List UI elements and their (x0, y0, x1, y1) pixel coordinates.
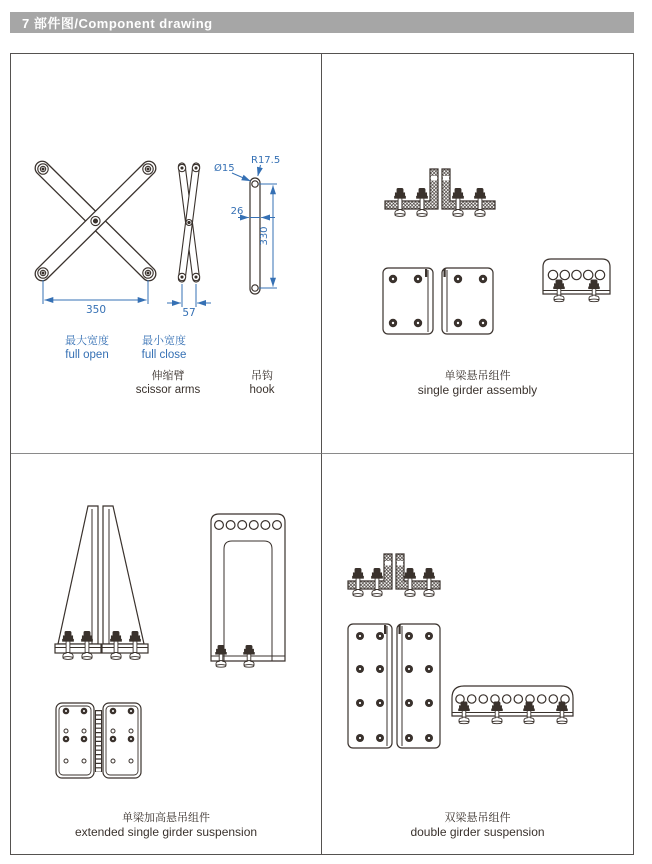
caption-double-girder-zh: 双梁悬吊组件 (444, 812, 511, 824)
dim-full-close-text: 57 (182, 307, 196, 319)
caption-double-girder (322, 812, 633, 839)
scissor-open-view (32, 158, 158, 283)
label-full-close (119, 335, 209, 362)
side-plates-view (383, 268, 493, 334)
tall-side-plates-view (348, 624, 440, 748)
caption-double-girder-en: double girder suspension (410, 825, 545, 839)
label-scissor-arms (123, 370, 213, 397)
dimension-350 (43, 280, 148, 304)
clamp-section-view-double (348, 554, 440, 596)
label-scissor-arms-en: scissor arms (135, 384, 201, 396)
label-hook-zh: 吊钩 (251, 370, 273, 382)
clamp-section-view (385, 169, 495, 216)
dim-hook-width-text: 26 (230, 206, 244, 217)
dim-hook-length-text: 330 (259, 226, 270, 246)
tall-bracket-view (211, 514, 285, 667)
section-title: 7 部件图/Component drawing (22, 16, 213, 31)
caption-extended-single-girder (11, 812, 321, 839)
panel-double-girder (322, 454, 633, 854)
five-hole-bracket-view (543, 259, 610, 302)
label-hook (217, 370, 307, 397)
panel-extended-single-girder (11, 454, 322, 854)
label-full-close-zh: 最小宽度 (142, 335, 186, 347)
section-header-bar (10, 12, 634, 33)
panel-single-girder (322, 54, 633, 454)
label-full-open-zh: 最大宽度 (65, 335, 109, 347)
caption-extended-single-girder-en: extended single girder suspension (74, 825, 258, 839)
caption-extended-single-girder-zh: 单梁加高悬吊组件 (122, 812, 210, 824)
scissor-closed-view (178, 163, 200, 283)
double-girder-drawing (322, 454, 632, 854)
caption-single-girder-zh: 单梁悬吊组件 (444, 370, 511, 382)
label-full-open-en: full open (65, 349, 109, 361)
component-table (10, 53, 634, 855)
panel-scissor-arms (11, 54, 322, 454)
label-full-close-en: full close (141, 349, 187, 361)
dimension-57 (167, 284, 211, 307)
caption-single-girder (322, 370, 633, 397)
label-scissor-arms-zh: 伸缩臂 (151, 370, 185, 382)
caption-single-girder-en: single girder assembly (417, 383, 538, 397)
extended-single-girder-drawing (11, 454, 321, 854)
wide-bracket-view (452, 686, 573, 724)
dim-hole-text: Ø15 (214, 163, 235, 174)
dim-radius-text: R17.5 (251, 155, 281, 166)
dim-full-open-text: 350 (85, 304, 107, 316)
label-hook-en: hook (249, 384, 275, 396)
tapered-plates-view (55, 506, 148, 659)
hinge-plates-view (56, 703, 141, 778)
